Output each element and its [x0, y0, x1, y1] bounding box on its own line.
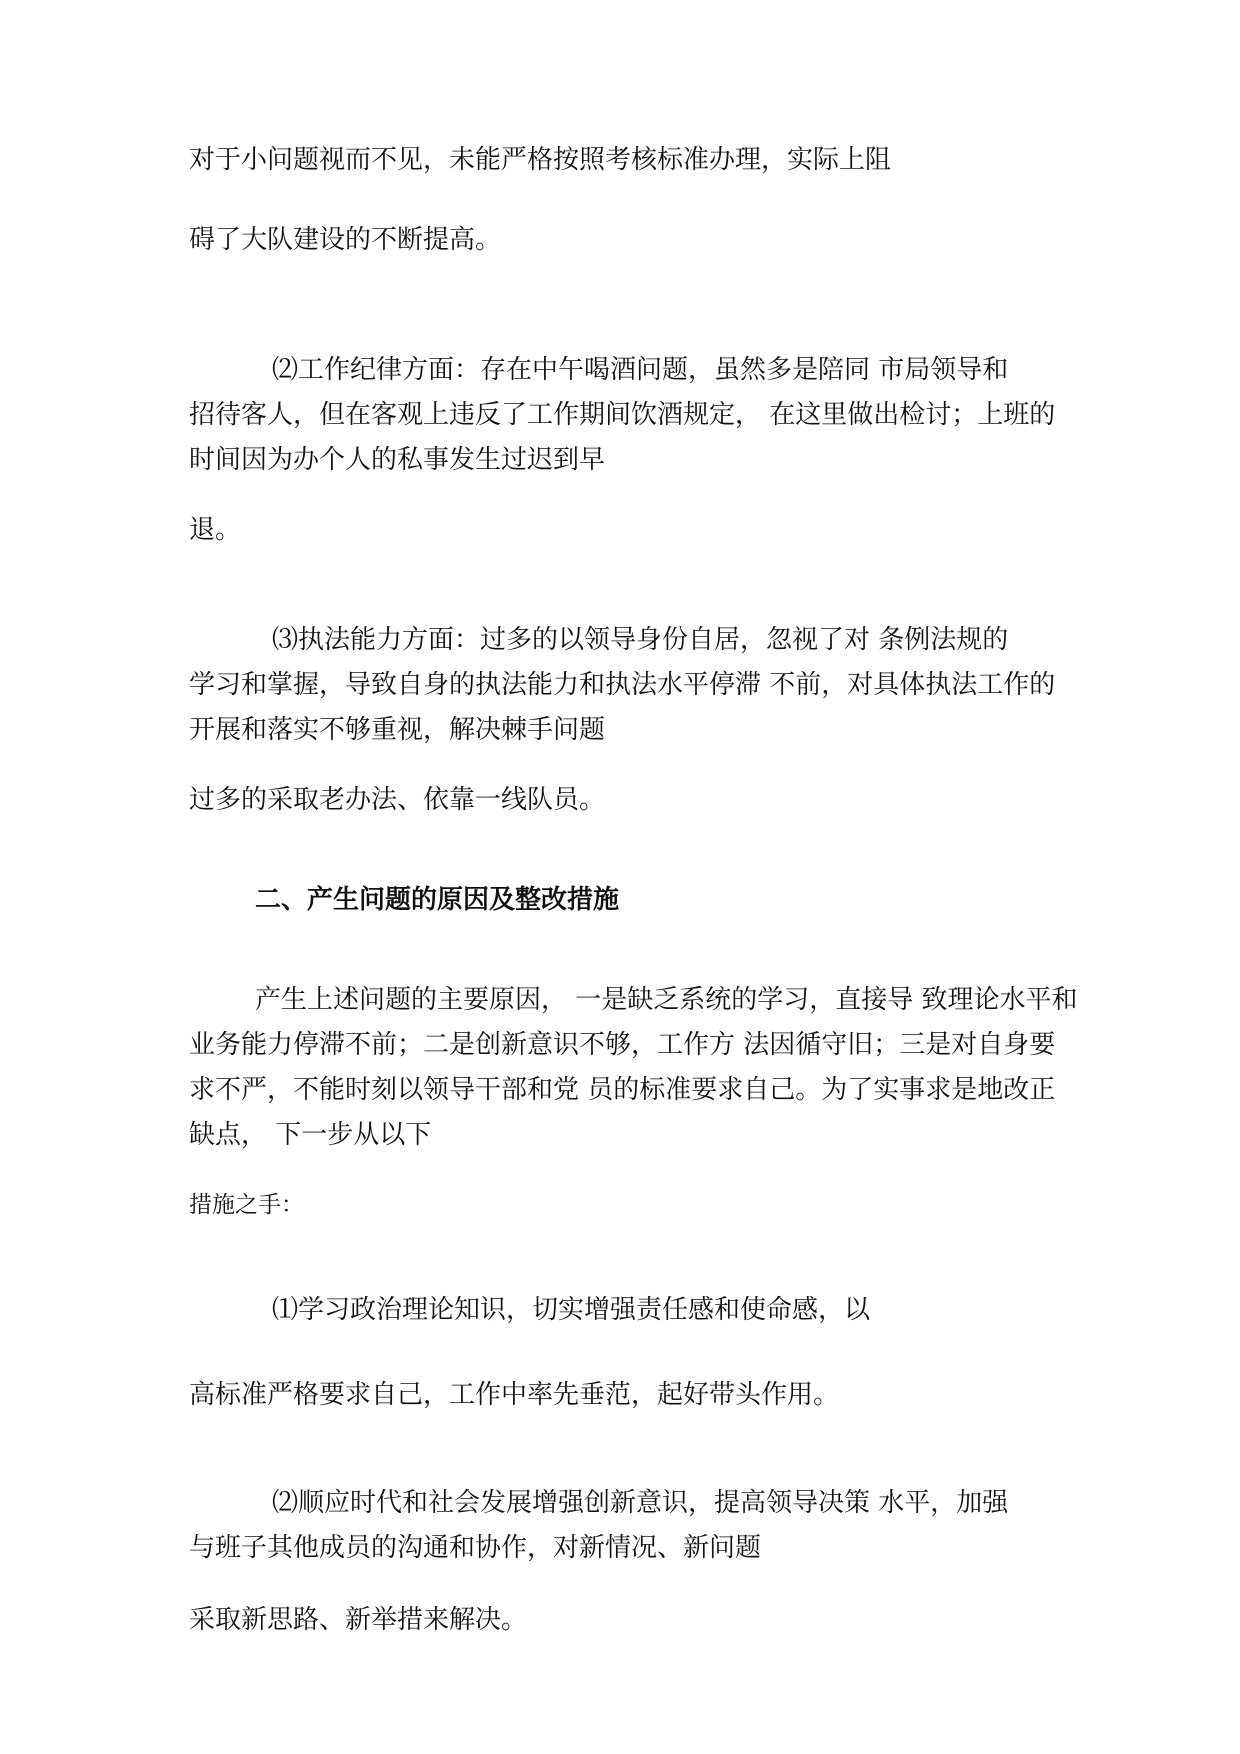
- paragraph-line: 学习和掌握，导致自身的执法能力和执法水平停滞 不前，对具体执法工作的: [189, 670, 1056, 700]
- section-heading: 二、产生问题的原因及整改措施: [255, 885, 620, 915]
- paragraph-line: 业务能力停滞不前；二是创新意识不够，工作方 法因循守旧；三是对自身要: [189, 1030, 1056, 1060]
- paragraph-line: 采取新思路、新举措来解决。: [189, 1605, 528, 1635]
- paragraph-line: ⑵顺应时代和社会发展增强创新意识，提高领导决策 水平，加强: [272, 1488, 1009, 1518]
- paragraph-line: 对于小问题视而不见，未能严格按照考核标准办理，实际上阻: [189, 145, 892, 175]
- paragraph-line: ⑴学习政治理论知识，切实增强责任感和使命感，以: [272, 1295, 871, 1325]
- paragraph-line: 开展和落实不够重视，解决棘手问题: [189, 715, 606, 745]
- paragraph-line: 缺点， 下一步从以下: [189, 1120, 432, 1150]
- paragraph-line: 时间因为办个人的私事发生过迟到早: [189, 445, 606, 475]
- paragraph-line: 招待客人，但在客观上违反了工作期间饮酒规定， 在这里做出检讨；上班的: [189, 400, 1056, 430]
- paragraph-line: 产生上述问题的主要原因， 一是缺乏系统的学习，直接导 致理论水平和: [255, 985, 1078, 1015]
- paragraph-line: 高标准严格要求自己，工作中率先垂范，起好带头作用。: [189, 1380, 840, 1410]
- paragraph-line: 过多的采取老办法、依靠一线队员。: [189, 785, 606, 815]
- paragraph-line: 与班子其他成员的沟通和协作，对新情况、新问题: [189, 1533, 762, 1563]
- paragraph-line: ⑵工作纪律方面：存在中午喝酒问题，虽然多是陪同 市局领导和: [272, 355, 1009, 385]
- paragraph-line: ⑶执法能力方面：过多的以领导身份自居，忽视了对 条例法规的: [272, 625, 1009, 655]
- paragraph-line: 碍了大队建设的不断提高。: [189, 225, 502, 255]
- paragraph-line: 退。: [189, 515, 242, 545]
- paragraph-line: 求不严，不能时刻以领导干部和党 员的标准要求自己。为了实事求是地改正: [189, 1075, 1056, 1105]
- paragraph-line: 措施之手：: [189, 1192, 304, 1218]
